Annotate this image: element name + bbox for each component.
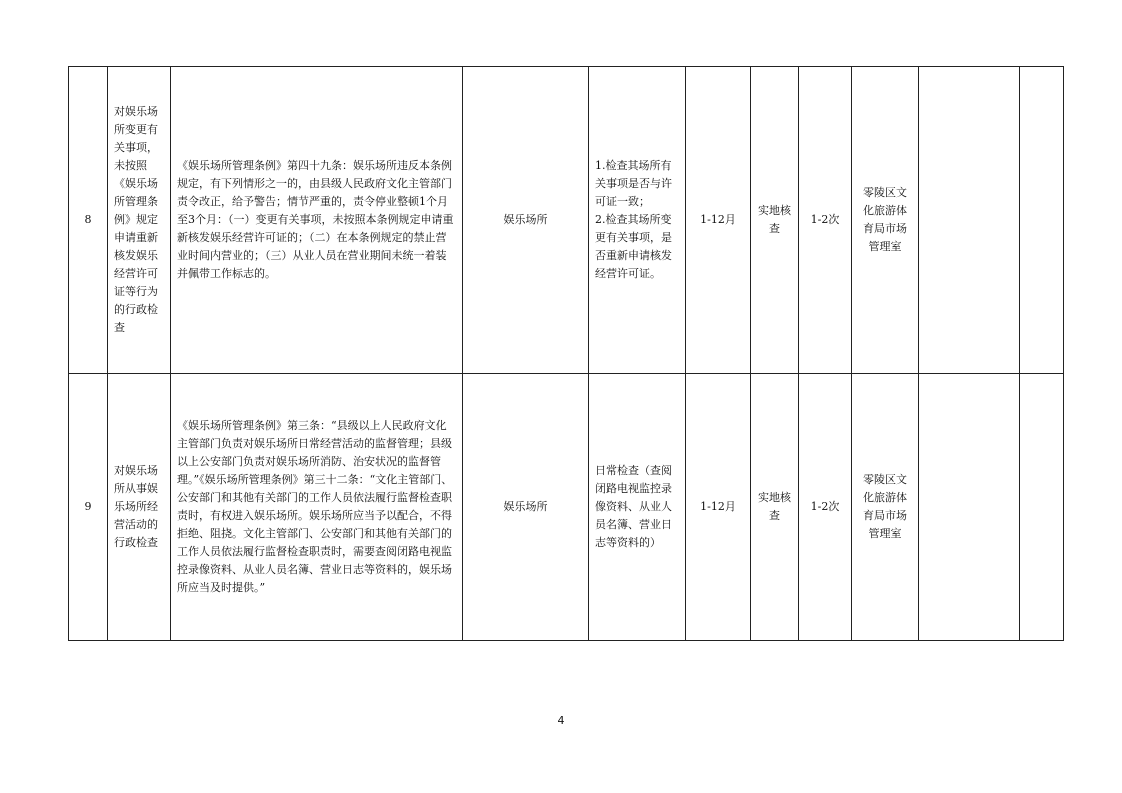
inspection-content: 日常检查（查阅闭路电视监控录像资料、从业人员名簿、营业日志等资料的） bbox=[589, 374, 686, 641]
remark-cell bbox=[919, 67, 1020, 374]
inspection-frequency: 1-2次 bbox=[799, 374, 852, 641]
inspection-item: 对娱乐场所变更有关事项，未按照《娱乐场所管理条例》规定申请重新核发娱乐经营许可证等行为的行政检查 bbox=[108, 67, 171, 374]
inspection-frequency: 1-2次 bbox=[799, 67, 852, 374]
remark-cell bbox=[1020, 67, 1064, 374]
inspection-content: 1.检查其场所有关事项是否与许可证一致； 2.检查其场所变更有关事项，是否重新申请核发经营许可证。 bbox=[589, 67, 686, 374]
table-row bbox=[69, 374, 1064, 641]
inspection-method: 实地核查 bbox=[751, 374, 799, 641]
inspection-target: 娱乐场所 bbox=[463, 67, 589, 374]
page-number: 4 bbox=[557, 714, 565, 727]
legal-basis: 《娱乐场所管理条例》第三条：“县级以上人民政府文化主管部门负责对娱乐场所日常经营活动的监督管理；县级以上公安部门负责对娱乐场所消防、治安状况的监督管理。”《娱乐场所管理条例》第三十二条：“文化主管部门、公安部门和其他有关部门的工作人员依法履行监督检查职责时，有权进入娱乐场所。娱乐场所应当予以配合，不得拒绝、阻挠。文化主管部门、公安部门和其他有关部门的工作人员依法履行监督检查职责时，需要查阅闭路电视监控录像资料、从业人员名簿、营业日志等资料的，娱乐场所应当及时提供。” bbox=[171, 374, 463, 641]
responsible-department: 零陵区文化旅游体育局市场管理室 bbox=[852, 67, 919, 374]
inspection-item: 对娱乐场所从事娱乐场所经营活动的行政检查 bbox=[108, 374, 171, 641]
inspection-table bbox=[68, 66, 1064, 641]
row-number: 9 bbox=[69, 374, 108, 641]
remark-cell bbox=[1020, 374, 1064, 641]
row-number: 8 bbox=[69, 67, 108, 374]
remark-cell bbox=[919, 374, 1020, 641]
legal-basis: 《娱乐场所管理条例》第四十九条：娱乐场所违反本条例规定，有下列情形之一的，由县级人民政府文化主管部门责令改正，给予警告；情节严重的，责令停业整顿1个月至3个月：（一）变更有关事项，未按照本条例规定申请重新核发娱乐经营许可证的；（二）在本条例规定的禁止营业时间内营业的；（三）从业人员在营业期间未统一着装并佩带工作标志的。 bbox=[171, 67, 463, 374]
inspection-method: 实地核查 bbox=[751, 67, 799, 374]
inspection-time: 1-12月 bbox=[686, 374, 751, 641]
responsible-department: 零陵区文化旅游体育局市场管理室 bbox=[852, 374, 919, 641]
table-row bbox=[69, 67, 1064, 374]
inspection-time: 1-12月 bbox=[686, 67, 751, 374]
inspection-target: 娱乐场所 bbox=[463, 374, 589, 641]
